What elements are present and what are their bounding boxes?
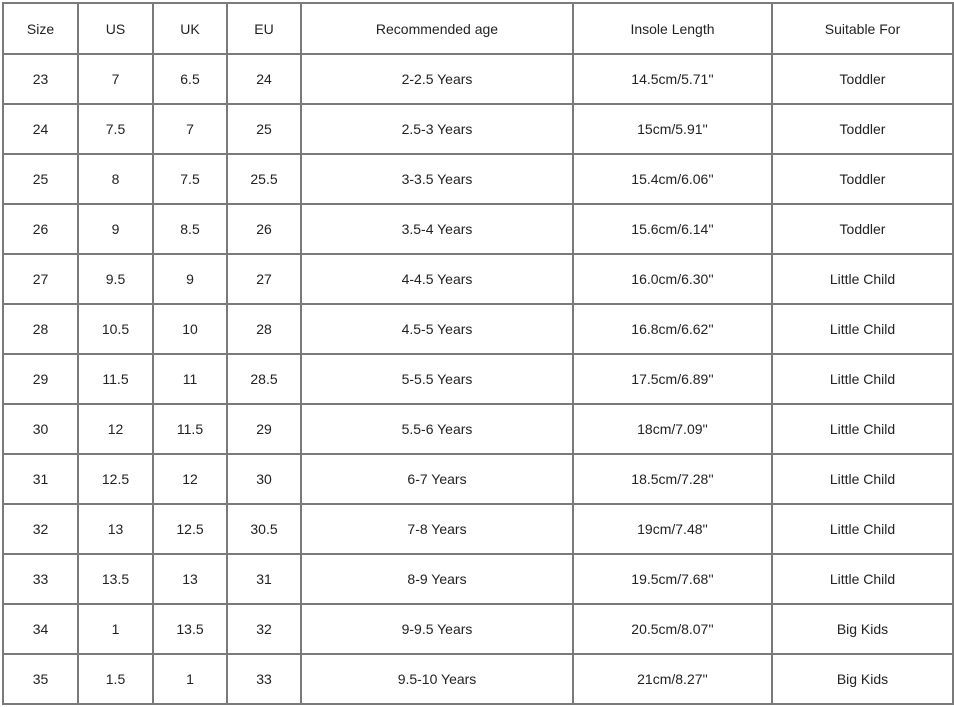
cell-size: 30 [3,404,78,454]
cell-insole-length: 15.4cm/6.06'' [573,154,772,204]
cell-uk: 6.5 [153,54,227,104]
cell-eu: 24 [227,54,301,104]
cell-insole-length: 16.8cm/6.62'' [573,304,772,354]
cell-size: 24 [3,104,78,154]
cell-eu: 29 [227,404,301,454]
table-row [3,404,953,454]
cell-insole-length: 18.5cm/7.28'' [573,454,772,504]
cell-uk: 12 [153,454,227,504]
cell-suitable-for: Little Child [772,454,953,504]
cell-eu: 25.5 [227,154,301,204]
cell-size: 25 [3,154,78,204]
size-chart-table [2,2,954,705]
table-row [3,354,953,404]
cell-size: 29 [3,354,78,404]
cell-suitable-for: Big Kids [772,654,953,704]
cell-size: 26 [3,204,78,254]
cell-size: 33 [3,554,78,604]
cell-suitable-for: Toddler [772,204,953,254]
cell-uk: 8.5 [153,204,227,254]
cell-insole-length: 19cm/7.48'' [573,504,772,554]
header-us: US [78,3,153,54]
cell-recommended-age: 4-4.5 Years [301,254,573,304]
cell-recommended-age: 8-9 Years [301,554,573,604]
cell-us: 1 [78,604,153,654]
table-row [3,204,953,254]
cell-us: 12.5 [78,454,153,504]
cell-uk: 11.5 [153,404,227,454]
cell-insole-length: 14.5cm/5.71'' [573,54,772,104]
cell-eu: 26 [227,204,301,254]
table-row [3,454,953,504]
cell-us: 7.5 [78,104,153,154]
cell-insole-length: 15.6cm/6.14'' [573,204,772,254]
cell-insole-length: 20.5cm/8.07'' [573,604,772,654]
cell-recommended-age: 2-2.5 Years [301,54,573,104]
cell-us: 7 [78,54,153,104]
cell-insole-length: 21cm/8.27'' [573,654,772,704]
cell-uk: 12.5 [153,504,227,554]
cell-size: 23 [3,54,78,104]
header-suitable-for: Suitable For [772,3,953,54]
cell-suitable-for: Little Child [772,304,953,354]
cell-recommended-age: 3.5-4 Years [301,204,573,254]
cell-suitable-for: Big Kids [772,604,953,654]
cell-eu: 32 [227,604,301,654]
cell-suitable-for: Toddler [772,54,953,104]
cell-suitable-for: Toddler [772,154,953,204]
cell-eu: 30 [227,454,301,504]
header-row [3,3,953,54]
cell-recommended-age: 2.5-3 Years [301,104,573,154]
cell-size: 31 [3,454,78,504]
table-body [3,54,953,704]
cell-recommended-age: 4.5-5 Years [301,304,573,354]
cell-uk: 7 [153,104,227,154]
cell-size: 35 [3,654,78,704]
cell-uk: 9 [153,254,227,304]
header-insole-length: Insole Length [573,3,772,54]
header-eu: EU [227,3,301,54]
table-header [3,3,953,54]
cell-us: 13.5 [78,554,153,604]
cell-eu: 28.5 [227,354,301,404]
header-size: Size [3,3,78,54]
cell-us: 12 [78,404,153,454]
cell-recommended-age: 5.5-6 Years [301,404,573,454]
table-row [3,504,953,554]
cell-suitable-for: Little Child [772,504,953,554]
table-row [3,104,953,154]
cell-insole-length: 16.0cm/6.30'' [573,254,772,304]
cell-uk: 1 [153,654,227,704]
cell-uk: 11 [153,354,227,404]
cell-uk: 13.5 [153,604,227,654]
cell-size: 34 [3,604,78,654]
cell-us: 11.5 [78,354,153,404]
table-row [3,654,953,704]
cell-us: 1.5 [78,654,153,704]
cell-suitable-for: Little Child [772,354,953,404]
table-row [3,304,953,354]
cell-recommended-age: 6-7 Years [301,454,573,504]
cell-uk: 7.5 [153,154,227,204]
cell-eu: 33 [227,654,301,704]
cell-recommended-age: 9.5-10 Years [301,654,573,704]
table-row [3,554,953,604]
cell-size: 27 [3,254,78,304]
cell-us: 8 [78,154,153,204]
table-row [3,604,953,654]
cell-suitable-for: Little Child [772,554,953,604]
cell-insole-length: 17.5cm/6.89'' [573,354,772,404]
cell-suitable-for: Little Child [772,404,953,454]
cell-us: 13 [78,504,153,554]
cell-us: 10.5 [78,304,153,354]
table-row [3,254,953,304]
cell-recommended-age: 9-9.5 Years [301,604,573,654]
cell-size: 32 [3,504,78,554]
cell-insole-length: 19.5cm/7.68'' [573,554,772,604]
table-row [3,54,953,104]
cell-eu: 27 [227,254,301,304]
cell-eu: 30.5 [227,504,301,554]
cell-recommended-age: 7-8 Years [301,504,573,554]
cell-suitable-for: Toddler [772,104,953,154]
cell-eu: 25 [227,104,301,154]
cell-uk: 10 [153,304,227,354]
cell-recommended-age: 3-3.5 Years [301,154,573,204]
cell-recommended-age: 5-5.5 Years [301,354,573,404]
cell-eu: 31 [227,554,301,604]
cell-us: 9 [78,204,153,254]
header-recommended-age: Recommended age [301,3,573,54]
header-uk: UK [153,3,227,54]
cell-suitable-for: Little Child [772,254,953,304]
cell-size: 28 [3,304,78,354]
cell-uk: 13 [153,554,227,604]
table-row [3,154,953,204]
cell-us: 9.5 [78,254,153,304]
cell-eu: 28 [227,304,301,354]
cell-insole-length: 18cm/7.09'' [573,404,772,454]
cell-insole-length: 15cm/5.91'' [573,104,772,154]
